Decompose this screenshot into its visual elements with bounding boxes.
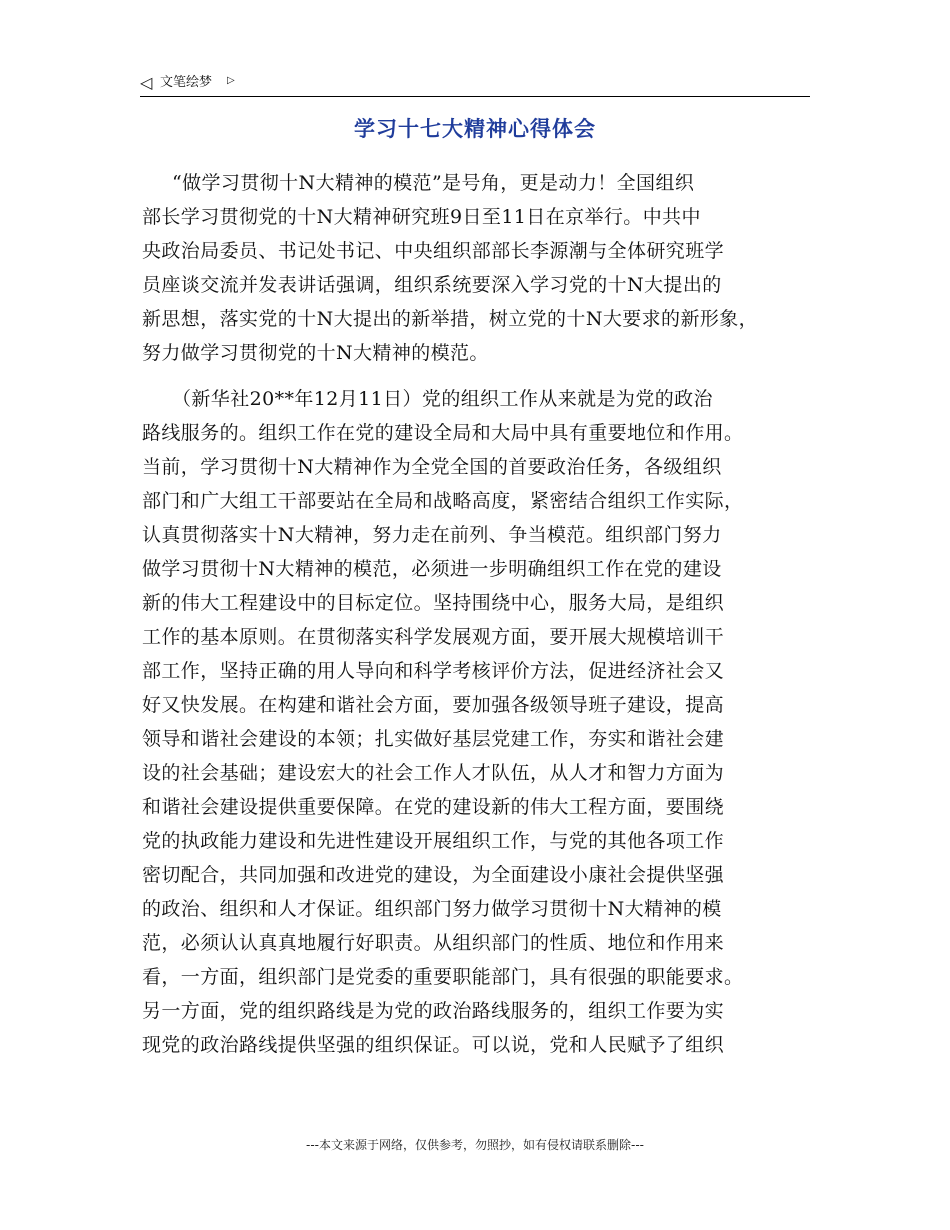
body-line: 另一方面，党的组织路线是为党的政治路线服务的，组织工作要为实 bbox=[142, 1000, 725, 1022]
left-triangle-icon: ◁ bbox=[140, 73, 153, 92]
body-line: 密切配合，共同加强和改进党的建设，为全面建设小康社会提供坚强 bbox=[142, 864, 725, 886]
body-line: 党的执政能力建设和先进性建设开展组织工作，与党的其他各项工作 bbox=[142, 830, 725, 852]
body-line: 范，必须认认真真地履行好职责。从组织部门的性质、地位和作用来 bbox=[142, 932, 725, 954]
body-line: 新的伟大工程建设中的目标定位。坚持围绕中心，服务大局，是组织 bbox=[142, 592, 725, 614]
body-line: 和谐社会建设提供重要保障。在党的建设新的伟大工程方面，要围绕 bbox=[142, 796, 725, 818]
body-line: 努力做学习贯彻党的十N大精神的模范。 bbox=[142, 342, 489, 364]
document-title: 学习十七大精神心得体会 bbox=[354, 117, 596, 141]
body-line: 领导和谐社会建设的本领；扎实做好基层党建工作，夯实和谐社会建 bbox=[142, 728, 725, 750]
page-header bbox=[140, 72, 810, 97]
body-line: 的政治、组织和人才保证。组织部门努力做学习贯彻十N大精神的模 bbox=[142, 898, 722, 920]
body-line: 部长学习贯彻党的十N大精神研究班9日至11日在京举行。中共中 bbox=[142, 206, 701, 228]
body-line: 新思想，落实党的十N大提出的新举措，树立党的十N大要求的新形象， bbox=[142, 308, 759, 330]
body-line: 看，一方面，组织部门是党委的重要职能部门，具有很强的职能要求。 bbox=[142, 966, 744, 988]
body-line: 好又快发展。在构建和谐社会方面，要加强各级领导班子建设，提高 bbox=[142, 694, 725, 716]
body-line: 当前，学习贯彻十N大精神作为全党全国的首要政治任务，各级组织 bbox=[142, 456, 722, 478]
body-line: 设的社会基础；建设宏大的社会工作人才队伍，从人才和智力方面为 bbox=[142, 762, 725, 784]
body-line: 员座谈交流并发表讲话强调，组织系统要深入学习党的十N大提出的 bbox=[142, 274, 722, 296]
footer-disclaimer: ---本文来源于网络，仅供参考，勿照抄，如有侵权请联系删除--- bbox=[306, 1138, 644, 1152]
header-brand: 文笔绘梦 bbox=[160, 75, 213, 90]
body-line: 认真贯彻落实十N大精神，努力走在前列、争当模范。组织部门努力 bbox=[142, 524, 722, 546]
body-line: （新华社20**年12月11日）党的组织工作从来就是为党的政治 bbox=[172, 388, 713, 410]
right-triangle-icon: ▷ bbox=[227, 75, 235, 86]
body-line: 现党的政治路线提供坚强的组织保证。可以说，党和人民赋予了组织 bbox=[142, 1034, 725, 1056]
body-line: 央政治局委员、书记处书记、中央组织部部长李源潮与全体研究班学 bbox=[142, 240, 725, 262]
body-line: 做学习贯彻十N大精神的模范，必须进一步明确组织工作在党的建设 bbox=[142, 558, 722, 580]
body-line: “做学习贯彻十N大精神的模范”是号角，更是动力！全国组织 bbox=[172, 172, 695, 194]
body-line: 工作的基本原则。在贯彻落实科学发展观方面，要开展大规模培训干 bbox=[142, 626, 725, 648]
body-line: 路线服务的。组织工作在党的建设全局和大局中具有重要地位和作用。 bbox=[142, 422, 744, 444]
body-line: 部工作，坚持正确的用人导向和科学考核评价方法，促进经济社会又 bbox=[142, 660, 725, 682]
body-line: 部门和广大组工干部要站在全局和战略高度，紧密结合组织工作实际， bbox=[142, 490, 744, 512]
